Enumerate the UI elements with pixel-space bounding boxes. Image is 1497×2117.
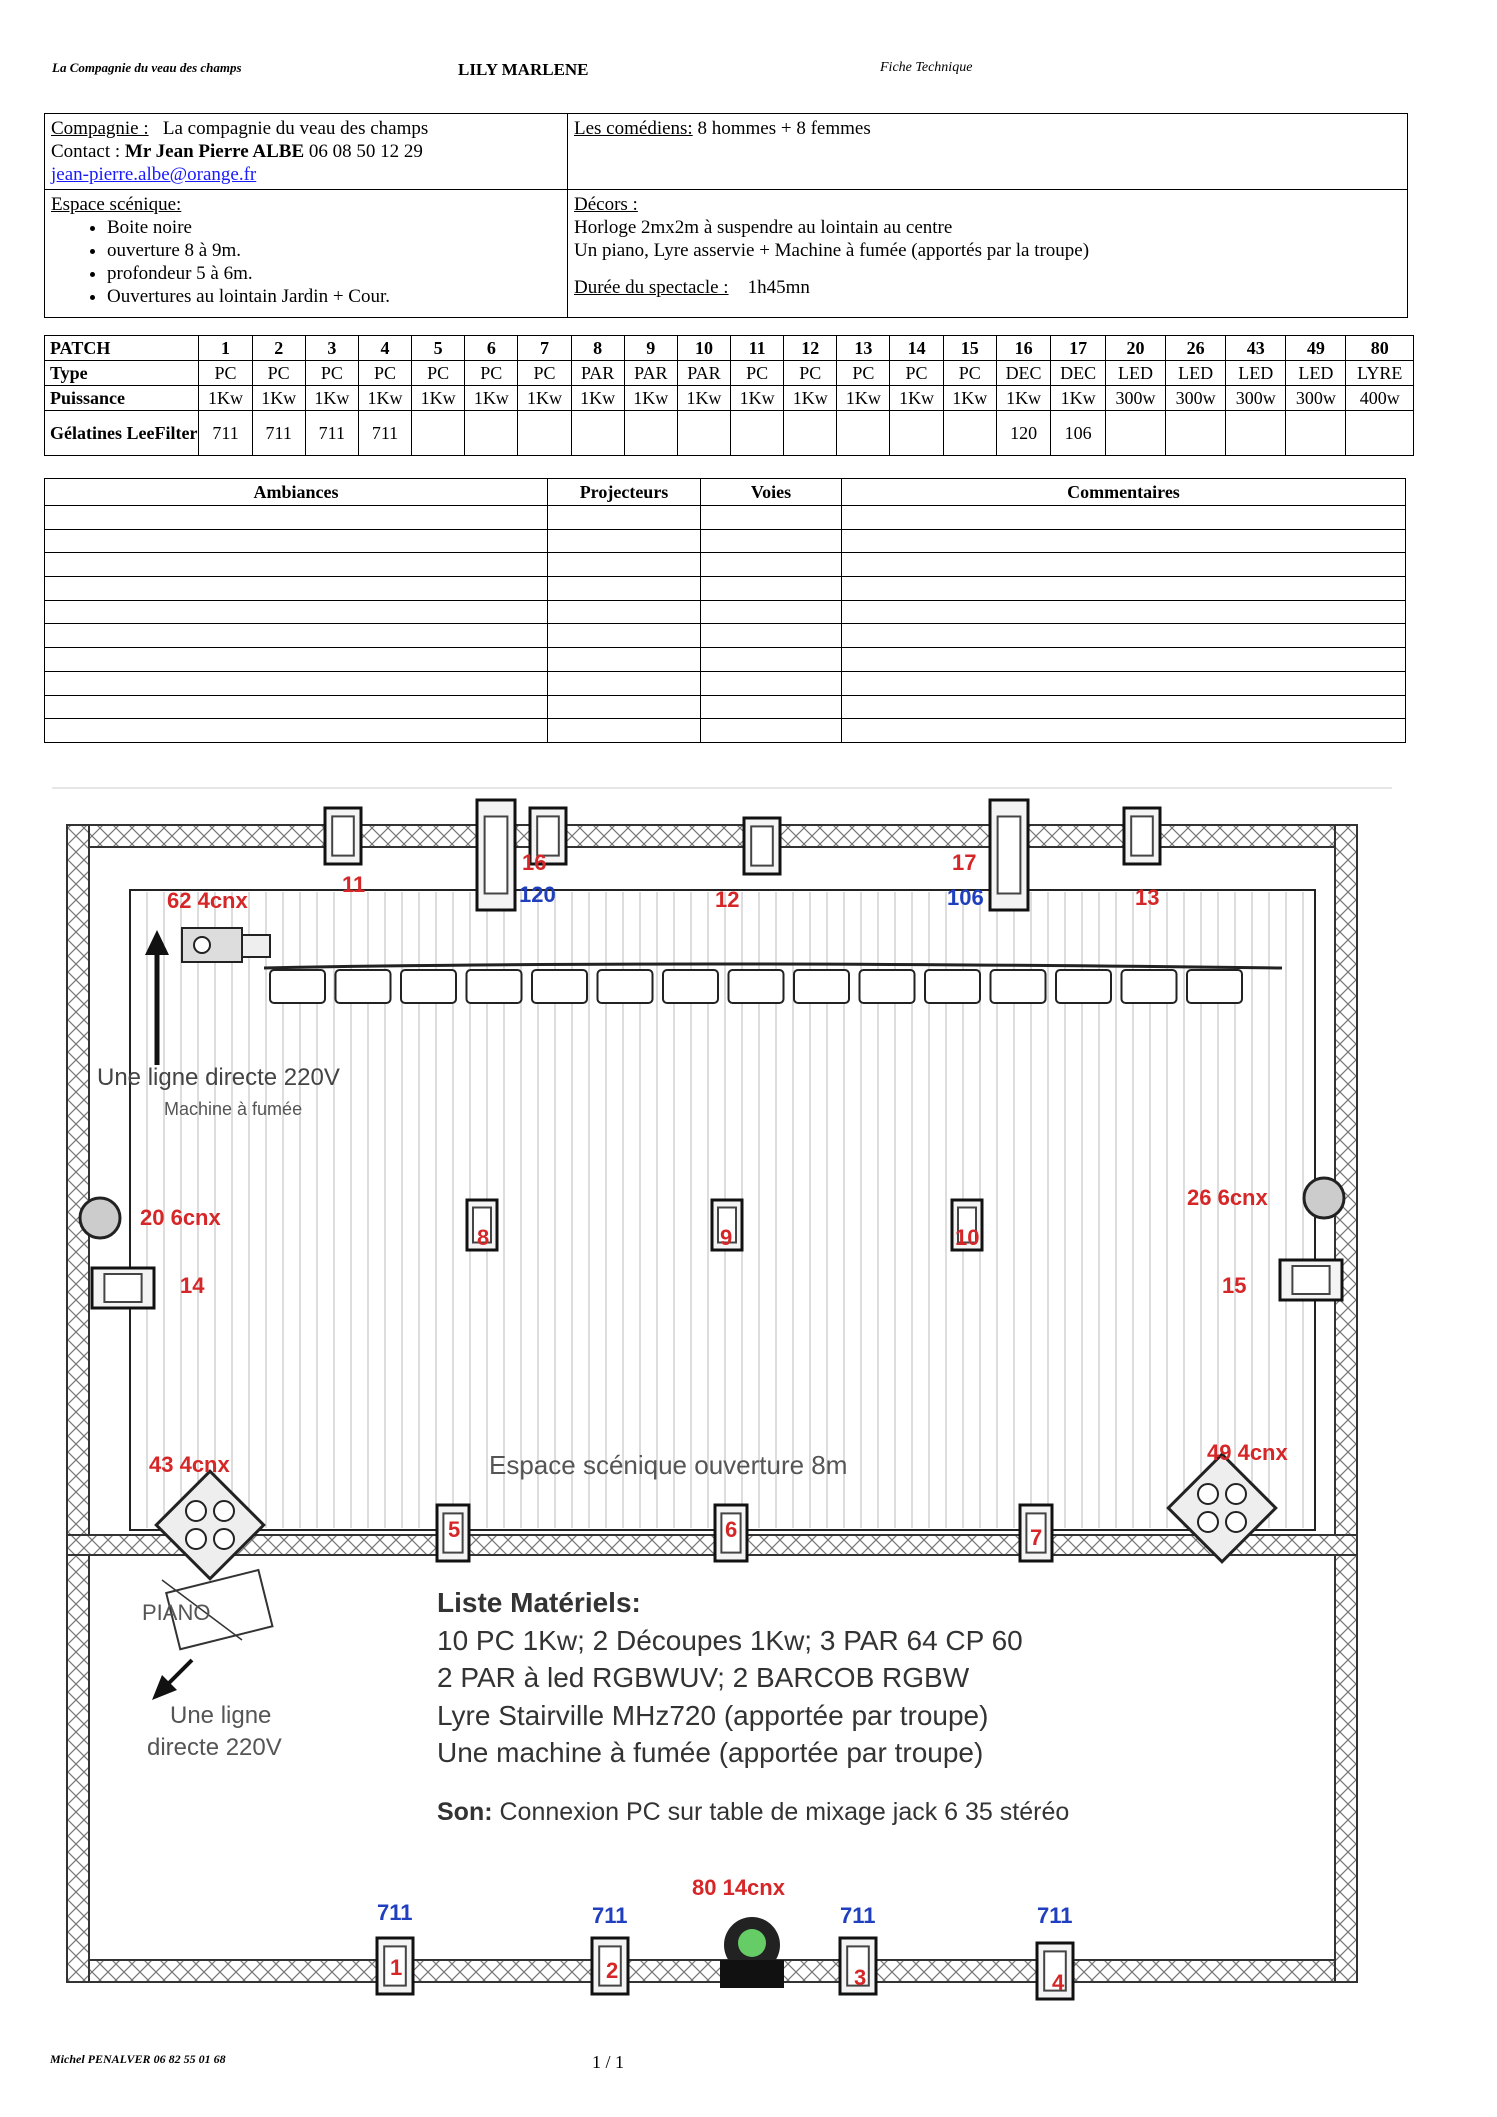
projectors-header: Projecteurs <box>548 479 701 506</box>
patch-cell-types: LYRE <box>1346 361 1414 386</box>
patch-cell-power: 1Kw <box>731 386 784 411</box>
gel-label: 711 <box>1037 1903 1073 1928</box>
patch-cell-types: PC <box>518 361 571 386</box>
patch-cell-gels <box>412 411 465 456</box>
patch-cell-types: PC <box>358 361 411 386</box>
ambiance-cell[interactable] <box>842 719 1406 743</box>
ambiance-cell[interactable] <box>548 624 701 648</box>
border-drape <box>1122 970 1177 1003</box>
spotlight-icon <box>325 808 361 864</box>
channel-label: 5 <box>448 1517 461 1542</box>
patch-cell-channels: 10 <box>677 336 730 361</box>
contact-email-link[interactable]: jean-pierre.albe@orange.fr <box>51 164 257 185</box>
comments-header: Commentaires <box>842 479 1406 506</box>
border-drape <box>401 970 456 1003</box>
ambiance-cell[interactable] <box>701 600 842 624</box>
stage-item: • Ouvertures au lointain Jardin + Cour. <box>107 285 561 308</box>
patch-cell-types: LED <box>1166 361 1226 386</box>
ambiance-cell[interactable] <box>842 506 1406 530</box>
patch-cell-channels: 8 <box>571 336 624 361</box>
ambiance-row <box>45 553 1406 577</box>
gel-label: 711 <box>840 1903 876 1928</box>
ambiance-cell[interactable] <box>701 506 842 530</box>
patch-cell-gels <box>1226 411 1286 456</box>
patch-cell-channels: 13 <box>837 336 890 361</box>
border-drape <box>729 970 784 1003</box>
patch-cell-power: 1Kw <box>465 386 518 411</box>
border-drape <box>663 970 718 1003</box>
patch-cell-types: PC <box>890 361 943 386</box>
patch-cell-gels <box>784 411 837 456</box>
profile-spot-icon <box>990 800 1028 910</box>
patch-row-label: Puissance <box>45 386 199 411</box>
patch-cell-types: PC <box>199 361 252 386</box>
patch-cell-power: 1Kw <box>571 386 624 411</box>
patch-cell-power: 1Kw <box>943 386 996 411</box>
patch-cell-gels <box>571 411 624 456</box>
ambiance-cell[interactable] <box>701 553 842 577</box>
patch-cell-types: PC <box>412 361 465 386</box>
ambiance-row <box>45 529 1406 553</box>
border-drape <box>991 970 1046 1003</box>
channels-header: Voies <box>701 479 842 506</box>
materials-item: Une machine à fumée (apportée par troupe) <box>437 1737 984 1768</box>
patch-cell-types: PC <box>837 361 890 386</box>
channel-label: 62 4cnx <box>167 888 248 913</box>
ambiance-row <box>45 577 1406 601</box>
channel-label: 3 <box>854 1965 867 1990</box>
patch-cell-gels <box>624 411 677 456</box>
header-sheet-type: Fiche Technique <box>880 60 973 75</box>
ambiance-cell[interactable] <box>45 719 548 743</box>
patch-cell-channels: 17 <box>1051 336 1106 361</box>
patch-cell-power: 1Kw <box>518 386 571 411</box>
header-title: LILY MARLENE <box>458 60 589 79</box>
patch-cell-gels: 120 <box>996 411 1051 456</box>
ambiance-cell[interactable] <box>701 577 842 601</box>
border-drape <box>532 970 587 1003</box>
led-par-icon <box>1304 1178 1344 1218</box>
footer-page: 1 / 1 <box>592 2052 625 2072</box>
ambiance-row <box>45 719 1406 743</box>
power-line-label: Une ligne directe 220V <box>97 1064 340 1091</box>
ambiance-cell[interactable] <box>842 577 1406 601</box>
ambiance-row <box>45 695 1406 719</box>
contact-label: Contact : <box>51 141 121 162</box>
patch-cell-power: 1Kw <box>624 386 677 411</box>
ambiance-cell[interactable] <box>842 624 1406 648</box>
ambiance-cell[interactable] <box>842 529 1406 553</box>
patch-cell-types: PAR <box>571 361 624 386</box>
materials-item: Lyre Stairville MHz720 (apportée par troupe) <box>437 1700 989 1731</box>
patch-cell-power: 300w <box>1226 386 1286 411</box>
ambiance-cell[interactable] <box>701 529 842 553</box>
channel-label: 20 6cnx <box>140 1205 221 1230</box>
patch-cell-power: 1Kw <box>890 386 943 411</box>
patch-cell-types: PC <box>305 361 358 386</box>
footer-author: Michel PENALVER 06 82 55 01 68 <box>50 2052 226 2066</box>
channel-label: 8 <box>477 1225 490 1250</box>
patch-cell-channels: 49 <box>1286 336 1346 361</box>
patch-cell-power: 1Kw <box>996 386 1051 411</box>
channel-label: 4 <box>1052 1970 1065 1995</box>
patch-cell-gels: 711 <box>305 411 358 456</box>
actors-cell <box>568 114 1408 190</box>
sound-label: Son: <box>437 1798 493 1826</box>
patch-cell-gels: 711 <box>358 411 411 456</box>
patch-cell-power: 1Kw <box>837 386 890 411</box>
ambiances-header: Ambiances <box>45 479 548 506</box>
ambiance-cell[interactable] <box>701 695 842 719</box>
ambiance-cell[interactable] <box>45 529 548 553</box>
ambiance-row <box>45 600 1406 624</box>
actors-value: 8 hommes + 8 femmes <box>692 118 871 139</box>
ambiance-cell[interactable] <box>45 695 548 719</box>
patch-cell-channels: 5 <box>412 336 465 361</box>
channel-label: 13 <box>1135 885 1160 910</box>
patch-cell-power: 1Kw <box>199 386 252 411</box>
patch-cell-channels: 20 <box>1105 336 1165 361</box>
ambiance-cell[interactable] <box>45 553 548 577</box>
border-drape <box>336 970 391 1003</box>
patch-cell-types: LED <box>1105 361 1165 386</box>
ambiance-cell[interactable] <box>45 577 548 601</box>
patch-cell-power: 300w <box>1166 386 1226 411</box>
ambiance-row <box>45 648 1406 672</box>
patch-cell-gels <box>1346 411 1414 456</box>
stage-item: • ouverture 8 à 9m. <box>107 239 561 262</box>
power-line-label-3: directe 220V <box>147 1734 282 1761</box>
channel-label: 80 14cnx <box>692 1875 785 1900</box>
patch-cell-channels: 9 <box>624 336 677 361</box>
contact-phone: 06 08 50 12 29 <box>308 141 423 162</box>
ambiance-cell[interactable] <box>842 553 1406 577</box>
patch-cell-types: DEC <box>996 361 1051 386</box>
decor-label: Décors : <box>574 194 638 215</box>
channel-label: 49 4cnx <box>1207 1440 1288 1465</box>
channel-label: 16 <box>522 850 547 875</box>
patch-cell-channels: 6 <box>465 336 518 361</box>
moving-head-icon <box>720 1917 784 1988</box>
patch-cell-power: 300w <box>1105 386 1165 411</box>
stage-plan <box>52 780 1397 2015</box>
patch-cell-power: 1Kw <box>677 386 730 411</box>
patch-cell-power: 300w <box>1286 386 1346 411</box>
stage-list <box>51 216 561 308</box>
stage-label: Espace scénique: <box>51 194 182 215</box>
stage-item: • Boite noire <box>107 216 561 239</box>
svg-text:Son: Connexion PC sur table de <box>437 1798 1069 1826</box>
channel-label: 12 <box>715 887 740 912</box>
ambiance-cell[interactable] <box>701 624 842 648</box>
decor-line: Horloge 2mx2m à suspendre au lointain au centre <box>574 217 953 238</box>
ambiance-cell[interactable] <box>701 719 842 743</box>
gel-label: 106 <box>947 885 984 910</box>
patch-cell-channels: 2 <box>252 336 305 361</box>
patch-cell-types: PAR <box>624 361 677 386</box>
channel-label: 2 <box>606 1958 619 1983</box>
company-cell <box>45 114 568 190</box>
company-value: La compagnie du veau des champs <box>162 118 429 139</box>
power-line-label-2: Une ligne <box>170 1702 272 1729</box>
border-drape <box>1056 970 1111 1003</box>
patch-cell-channels: 4 <box>358 336 411 361</box>
gel-label: 711 <box>592 1903 628 1928</box>
led-par-icon <box>80 1198 120 1238</box>
ambiance-cell[interactable] <box>701 671 842 695</box>
materials-item: 10 PC 1Kw; 2 Découpes 1Kw; 3 PAR 64 CP 60 <box>437 1625 1023 1656</box>
ambiance-cell[interactable] <box>842 695 1406 719</box>
patch-cell-gels <box>1286 411 1346 456</box>
channel-label: 43 4cnx <box>149 1452 230 1477</box>
decor-cell <box>568 190 1408 318</box>
border-drape <box>467 970 522 1003</box>
gel-label: 711 <box>377 1900 413 1925</box>
channel-label: 1 <box>390 1955 403 1980</box>
ambiance-cell[interactable] <box>842 600 1406 624</box>
ambiance-cell[interactable] <box>548 553 701 577</box>
channel-label: 9 <box>720 1225 733 1250</box>
ambiance-cell[interactable] <box>45 624 548 648</box>
channel-label: 6 <box>725 1517 738 1542</box>
patch-row-label: Gélatines LeeFilter <box>45 411 199 456</box>
patch-cell-power: 1Kw <box>412 386 465 411</box>
materials-title: Liste Matériels: <box>437 1587 641 1618</box>
ambiance-cell[interactable] <box>842 648 1406 672</box>
spotlight-icon <box>1280 1260 1342 1300</box>
patch-cell-channels: 80 <box>1346 336 1414 361</box>
ambiance-cell[interactable] <box>548 671 701 695</box>
patch-cell-power: 1Kw <box>784 386 837 411</box>
channel-label: 11 <box>342 872 366 897</box>
border-drape <box>270 970 325 1003</box>
stage-cell <box>45 190 568 318</box>
patch-cell-power: 400w <box>1346 386 1414 411</box>
spotlight-icon <box>744 818 780 874</box>
patch-cell-power: 1Kw <box>358 386 411 411</box>
border-drape <box>925 970 980 1003</box>
ambiance-cell[interactable] <box>701 648 842 672</box>
patch-cell-channels: 3 <box>305 336 358 361</box>
materials-item: 2 PAR à led RGBWUV; 2 BARCOB RGBW <box>437 1662 970 1693</box>
ambiance-cell[interactable] <box>45 648 548 672</box>
patch-cell-gels <box>1105 411 1165 456</box>
patch-cell-gels: 711 <box>199 411 252 456</box>
patch-cell-channels: 12 <box>784 336 837 361</box>
channel-label: 26 6cnx <box>1187 1185 1268 1210</box>
channel-label: 15 <box>1222 1273 1247 1298</box>
ambiance-cell[interactable] <box>842 671 1406 695</box>
ambiance-row <box>45 624 1406 648</box>
patch-cell-types: PC <box>943 361 996 386</box>
patch-cell-gels: 106 <box>1051 411 1106 456</box>
patch-cell-types: PC <box>465 361 518 386</box>
ambiances-table <box>44 478 1406 743</box>
sound-value: Connexion PC sur table de mixage jack 6 35 stéréo <box>492 1798 1070 1826</box>
smoke-machine-label: Machine à fumée <box>164 1099 303 1119</box>
ambiance-cell[interactable] <box>548 529 701 553</box>
gel-label: 120 <box>519 882 556 907</box>
ambiance-cell[interactable] <box>45 506 548 530</box>
ambiance-row <box>45 506 1406 530</box>
ambiance-cell[interactable] <box>45 600 548 624</box>
patch-cell-gels <box>518 411 571 456</box>
spotlight-icon <box>92 1268 154 1308</box>
duration-value: 1h45mn <box>747 277 810 298</box>
stage-item: • profondeur 5 à 6m. <box>107 262 561 285</box>
patch-cell-types: DEC <box>1051 361 1106 386</box>
patch-cell-types: LED <box>1286 361 1346 386</box>
patch-cell-power: 1Kw <box>305 386 358 411</box>
patch-cell-channels: 16 <box>996 336 1051 361</box>
channel-label: 14 <box>180 1273 205 1298</box>
patch-row-label: PATCH <box>45 336 199 361</box>
patch-cell-types: PAR <box>677 361 730 386</box>
patch-cell-power: 1Kw <box>252 386 305 411</box>
stage-opening-label: Espace scénique ouverture 8m <box>489 1450 848 1480</box>
patch-cell-channels: 26 <box>1166 336 1226 361</box>
patch-cell-channels: 15 <box>943 336 996 361</box>
company-label: Compagnie : <box>51 118 149 139</box>
border-drape <box>598 970 653 1003</box>
ambiance-cell[interactable] <box>548 577 701 601</box>
actors-label: Les comédiens: <box>574 118 693 139</box>
piano-label: PIANO <box>142 1600 211 1625</box>
border-drape <box>860 970 915 1003</box>
patch-cell-types: PC <box>784 361 837 386</box>
patch-cell-channels: 14 <box>890 336 943 361</box>
power-arrow-icon <box>152 1660 192 1700</box>
contact-name: Mr Jean Pierre ALBE <box>124 141 305 162</box>
channel-label: 7 <box>1030 1525 1043 1550</box>
channel-label: 17 <box>952 850 977 875</box>
patch-cell-types: PC <box>731 361 784 386</box>
channel-label: 10 <box>955 1225 980 1250</box>
patch-cell-gels <box>465 411 518 456</box>
info-table <box>44 113 1408 318</box>
profile-spot-icon <box>477 800 515 910</box>
patch-cell-channels: 11 <box>731 336 784 361</box>
decor-line: Un piano, Lyre asservie + Machine à fumée (apportés par la troupe) <box>574 240 1090 261</box>
patch-cell-gels <box>731 411 784 456</box>
patch-cell-power: 1Kw <box>1051 386 1106 411</box>
border-drape <box>1187 970 1242 1003</box>
border-drape <box>794 970 849 1003</box>
ambiance-cell[interactable] <box>548 719 701 743</box>
spotlight-icon <box>1124 808 1160 864</box>
duration-label: Durée du spectacle : <box>574 277 729 298</box>
ambiance-row <box>45 671 1406 695</box>
ambiance-cell[interactable] <box>548 506 701 530</box>
patch-cell-channels: 7 <box>518 336 571 361</box>
patch-row-label: Type <box>45 361 199 386</box>
patch-cell-gels <box>943 411 996 456</box>
upstage-borders <box>270 970 1242 1003</box>
patch-cell-gels: 711 <box>252 411 305 456</box>
header-company: La Compagnie du veau des champs <box>52 60 242 75</box>
ambiance-cell[interactable] <box>548 648 701 672</box>
patch-cell-gels <box>1166 411 1226 456</box>
patch-cell-channels: 43 <box>1226 336 1286 361</box>
patch-table <box>44 335 1414 456</box>
patch-cell-gels <box>890 411 943 456</box>
ambiance-cell[interactable] <box>548 695 701 719</box>
patch-cell-types: PC <box>252 361 305 386</box>
ambiance-cell[interactable] <box>548 600 701 624</box>
ambiance-cell[interactable] <box>45 671 548 695</box>
patch-cell-channels: 1 <box>199 336 252 361</box>
patch-cell-gels <box>677 411 730 456</box>
patch-cell-gels <box>837 411 890 456</box>
patch-cell-types: LED <box>1226 361 1286 386</box>
